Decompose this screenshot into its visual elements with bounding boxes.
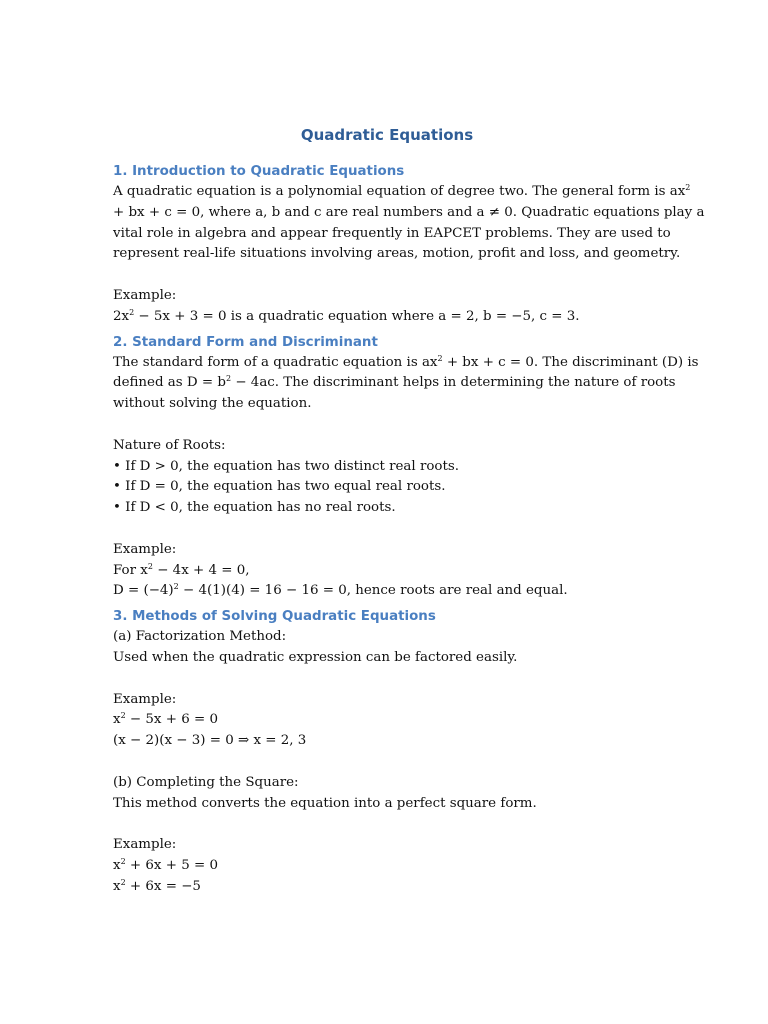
paragraph-line: vital role in algebra and appear frequently in EAPCET problems. They are used to — [113, 225, 671, 241]
example-equation: $x^2 + 6x = -5$ — [113, 877, 201, 894]
example-equation: $D = (-4)^2 - 4(1)(4) = 16 - 16 = 0$, hence roots are real and equal. — [113, 582, 568, 599]
paragraph-line: The standard form of a quadratic equation is $ax^2$ + bx + c = 0. The discriminant (D) is — [113, 353, 699, 370]
method-label: (a) Factorization Method: — [113, 629, 287, 645]
paragraph-line: + bx + c = 0, where a, b and c are real numbers and a ≠ 0. Quadratic equations play a — [113, 204, 705, 220]
superscript-exponent: 2 — [437, 353, 443, 363]
example-block — [113, 540, 661, 602]
method-description: Used when the quadratic expression can be factored easily. — [113, 649, 518, 665]
example-equation: $x^2 - 5x + 6 = 0$ — [113, 711, 218, 728]
document-title: Quadratic Equations — [300, 126, 474, 144]
factorization-method-block — [113, 627, 661, 669]
superscript-exponent: 2 — [685, 183, 691, 192]
example-block — [113, 835, 661, 897]
example-label: Example: — [113, 287, 177, 303]
method-label: (b) Completing the Square: — [113, 774, 299, 790]
example-block — [113, 690, 661, 752]
section-heading-standard-form: 2. Standard Form and Discriminant — [113, 334, 378, 350]
example-equation: $x^2 + 6x + 5 = 0$ — [113, 856, 218, 873]
completing-square-block — [113, 773, 661, 815]
example-label: Example: — [113, 837, 177, 853]
superscript-exponent: 2 — [120, 711, 126, 721]
example-equation: $2x^2 - 5x + 3 = 0$ is a quadratic equation where a = 2, b = −5, c = 3. — [113, 307, 580, 324]
section-heading-introduction: 1. Introduction to Quadratic Equations — [113, 164, 405, 179]
paragraph-line: defined as $D = b^2 - 4ac$. The discriminant helps in determining the nature of roots — [113, 374, 676, 391]
standard-form-paragraph — [113, 353, 699, 415]
example-equation: For $x^2 - 4x + 4 = 0$, — [113, 561, 250, 578]
nature-of-roots-block — [113, 436, 661, 519]
method-description: This method converts the equation into a perfect square form. — [113, 795, 537, 811]
roots-bullet: • If D > 0, the equation has two distinct real roots. — [113, 458, 459, 474]
paragraph-line: A quadratic equation is a polynomial equation of degree two. The general form is $ax^2$ — [113, 183, 691, 199]
nature-of-roots-label: Nature of Roots: — [113, 437, 226, 453]
paragraph-line: represent real-life situations involving areas, motion, profit and loss, and geometry. — [113, 246, 681, 262]
superscript-exponent: 2 — [120, 877, 126, 887]
introduction-paragraph — [113, 182, 705, 265]
example-label: Example: — [113, 691, 177, 707]
roots-bullet: • If D = 0, the equation has two equal real roots. — [113, 479, 446, 495]
superscript-exponent: 2 — [173, 582, 179, 592]
superscript-exponent: 2 — [147, 561, 153, 571]
superscript-exponent: 2 — [120, 856, 126, 866]
superscript-exponent: 2 — [129, 307, 135, 317]
paragraph-line: without solving the equation. — [113, 396, 312, 412]
example-block — [113, 286, 661, 328]
section-heading-methods: 3. Methods of Solving Quadratic Equations — [113, 609, 436, 625]
roots-bullet: • If D < 0, the equation has no real roots. — [113, 500, 396, 516]
superscript-exponent: 2 — [225, 374, 232, 384]
example-label: Example: — [113, 541, 177, 557]
document-body — [113, 124, 705, 898]
example-equation: (x − 2)(x − 3) = 0 ⇒ x = 2, 3 — [113, 733, 307, 749]
